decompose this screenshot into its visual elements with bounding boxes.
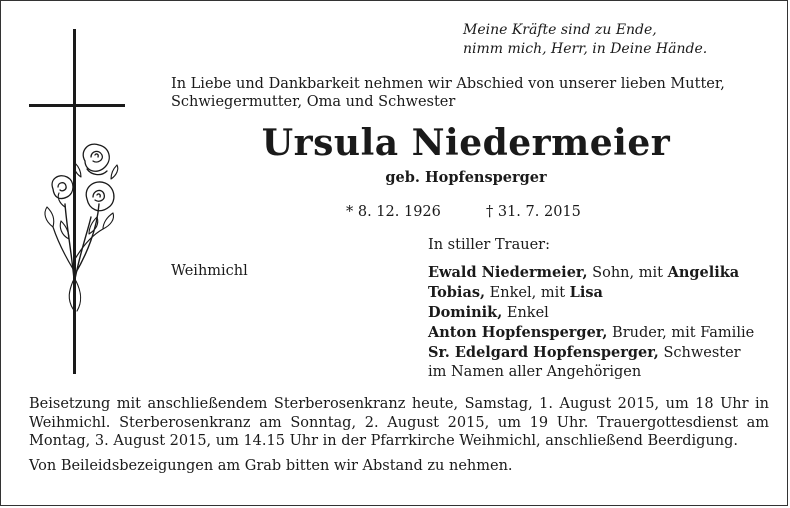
mourner-line	[428, 363, 778, 382]
death-date: † 31. 7. 2015	[486, 204, 581, 220]
mourner-line	[428, 263, 778, 283]
motto-verse	[463, 21, 763, 59]
birth-date: * 8. 12. 1926	[346, 204, 441, 220]
motto-line-2: nimm mich, Herr, in Deine Hände.	[463, 41, 708, 57]
intro-line-2: Schwiegermutter, Oma und Schwester	[171, 94, 456, 110]
mourner-name: Ewald Niedermeier,	[428, 264, 588, 281]
intro-line-1: In Liebe und Dankbarkeit nehmen wir Abschied von unserer lieben Mutter,	[171, 76, 725, 92]
mourner-name: Angelika	[667, 264, 740, 281]
mourner-line	[428, 303, 778, 323]
mourner-name: Tobias,	[428, 284, 486, 301]
mourner-name: Anton Hopfensperger,	[428, 324, 608, 341]
cross-with-roses-icon	[29, 29, 129, 374]
mourner-relation: Enkel, mit	[485, 285, 570, 301]
mourner-line	[428, 283, 778, 303]
mourner-relation: im Namen aller Angehörigen	[428, 364, 642, 380]
mourner-relation: Schwester	[658, 345, 741, 361]
mourner-name: Lisa	[569, 284, 603, 301]
mourners-list	[428, 263, 778, 382]
deceased-name: Ursula Niedermeier	[261, 122, 671, 164]
mourner-relation: Sohn, mit	[587, 265, 668, 281]
mourner-relation: Enkel	[502, 305, 549, 321]
condolence-note: Von Beileidsbezeigungen am Grab bitten wir Abstand zu nehmen.	[29, 458, 513, 474]
mourning-heading: In stiller Trauer:	[428, 237, 550, 253]
funeral-details: Beisetzung mit anschließendem Sterberosenkranz heute, Samstag, 1. August 2015, um 18 Uhr in Weihmichl. Sterberosenkranz am Sonntag, 2. August 2015, um 19 Uhr. Trauergottesdienst am Montag, 3. August 2015, um 14.15 Uhr in der Pfarrkirche Weihmichl, anschließend Beerdigung.	[29, 396, 769, 449]
mourner-name: Sr. Edelgard Hopfensperger,	[428, 344, 659, 361]
intro-text	[171, 75, 766, 111]
motto-line-1: Meine Kräfte sind zu Ende,	[463, 22, 657, 38]
place-name: Weihmichl	[171, 263, 248, 279]
mourner-line	[428, 323, 778, 343]
mourner-relation: Bruder, mit Familie	[607, 325, 755, 341]
maiden-name: geb. Hopfensperger	[385, 169, 547, 186]
mourner-name: Dominik,	[428, 304, 503, 321]
mourner-line	[428, 343, 778, 363]
